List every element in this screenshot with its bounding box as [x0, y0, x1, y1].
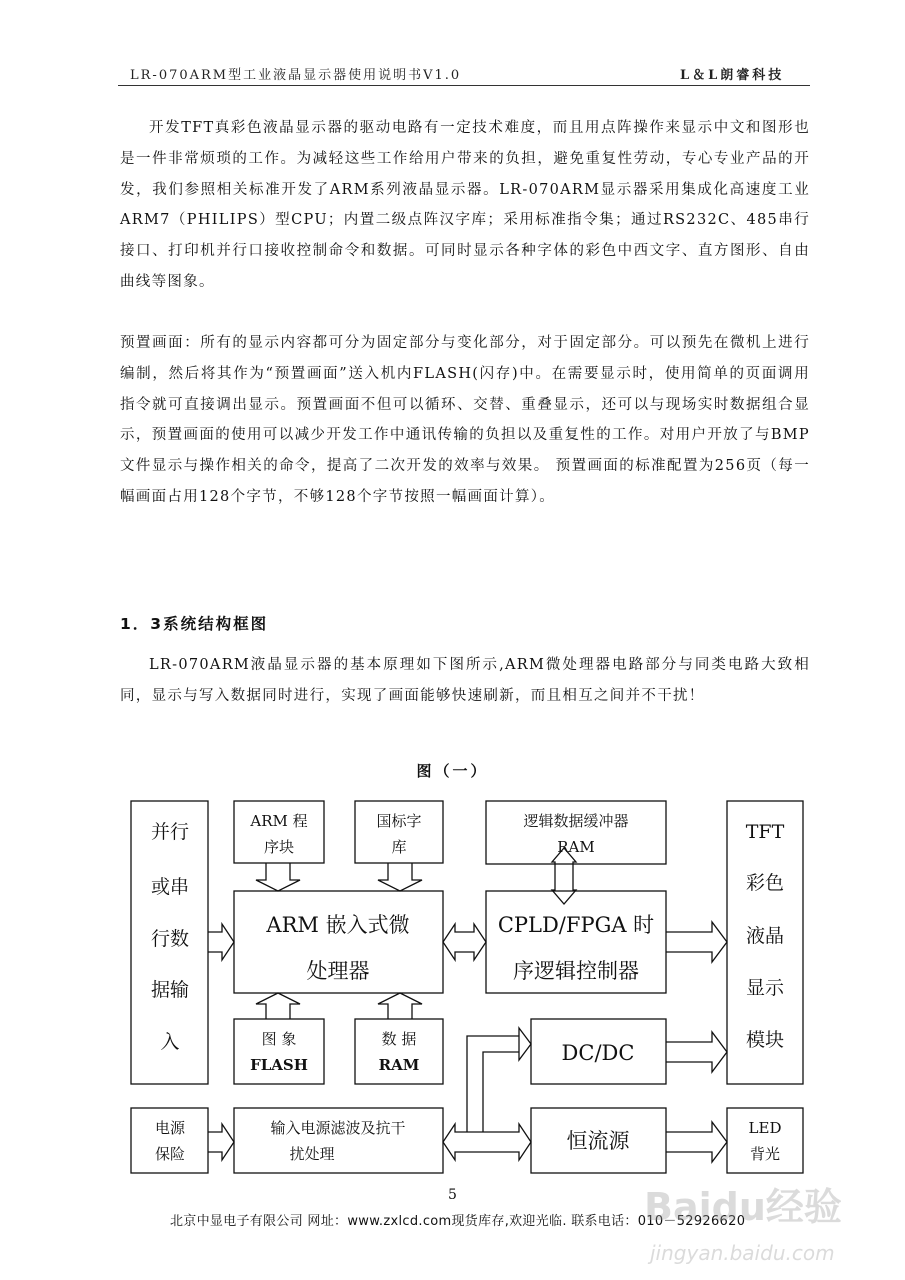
power-protect-line-2: 保险	[154, 1145, 186, 1163]
cpld-line-1: CPLD/FPGA 时	[497, 913, 655, 937]
arrow-cpu-cpld	[443, 924, 486, 960]
tft-line-5: 模块	[745, 1029, 785, 1051]
data-ram-line-2: RAM	[378, 1056, 420, 1074]
constant-current-label: 恒流源	[566, 1129, 630, 1153]
arrow-current-to-led	[666, 1122, 727, 1162]
input-line-5: 入	[160, 1031, 180, 1053]
power-filter-box	[234, 1108, 443, 1173]
section-paragraph: LR-070ARM液晶显示器的基本原理如下图所示,ARM微处理器电路部分与同类电路大致相同，显示与写入数据同时进行，实现了画面能够快速刷新，而且相互之间并不干扰！	[120, 657, 810, 704]
data-ram-line-1: 数 据	[381, 1030, 417, 1048]
arm-cpu-line-1: ARM 嵌入式微	[266, 913, 410, 937]
arrow-buffer-cpld	[552, 848, 576, 904]
header-company: L＆L朗睿科技	[680, 68, 785, 83]
font-lib-line-2: 库	[391, 838, 407, 856]
preset-screen-paragraph: 预置画面：所有的显示内容都可分为固定部分与变化部分，对于固定部分。可以预先在微机上进行编制，然后将其作为“预置画面”送入机内FLASH(闪存)中。在需要显示时，使用简单的页面调用指令就可直接调出显示。预置画面不但可以循环、交替、重叠显示，还可以与现场实时数据组合显示，预置画面的使用可以减少开发工作中通讯传输的负担以及重复性的工作。对用户开放了与BMP文件显示与操作相关的命令，提高了二次开发的效率与效果。 预置画面的标准配置为256页（每一幅画面占用128个字节，不够128个字节按照一幅画面计算）。	[120, 335, 810, 505]
arm-cpu-line-2: 处理器	[306, 959, 370, 983]
arrow-font-to-cpu	[378, 863, 422, 891]
arrow-ram-cpu	[378, 993, 422, 1019]
arrow-program-to-cpu	[256, 863, 300, 891]
arrow-flash-to-cpu	[256, 993, 300, 1019]
baidu-watermark	[640, 1160, 860, 1275]
arrow-cpld-to-tft	[666, 922, 727, 962]
data-ram-box	[355, 1019, 443, 1084]
power-protect-box	[131, 1108, 208, 1173]
font-lib-line-1: 国标字	[376, 812, 422, 830]
footer-contact: 北京中显电子有限公司 网址：www.zxlcd.com现货库存,欢迎光临. 联系电话：010－52926620	[170, 1214, 746, 1229]
section-title: 1．3系统结构框图	[120, 615, 269, 633]
tft-line-2: 彩色	[745, 872, 785, 894]
image-flash-line-1: 图 象	[261, 1030, 297, 1048]
line-feed-dcdc-2	[483, 1052, 519, 1132]
tft-line-3: 液晶	[745, 925, 785, 947]
tft-line-4: 显示	[745, 977, 785, 999]
cpld-line-2: 序逻辑控制器	[513, 959, 639, 983]
arrow-protect-to-filter	[208, 1124, 234, 1160]
input-line-2: 或串	[150, 876, 190, 898]
arm-program-line-2: 序块	[263, 838, 295, 856]
arrow-filter-bus	[443, 1124, 531, 1160]
led-line-1: LED	[748, 1119, 782, 1137]
led-line-2: 背光	[749, 1145, 781, 1163]
arrow-dcdc-to-tft	[666, 1032, 727, 1072]
dcdc-label: DC/DC	[561, 1041, 635, 1065]
arrow-input-to-cpu	[208, 924, 234, 960]
page-number: 5	[448, 1187, 457, 1203]
arm-program-line-1: ARM 程	[250, 812, 308, 830]
tft-line-1: TFT	[745, 821, 785, 843]
image-flash-box	[234, 1019, 324, 1084]
intro-paragraph: 开发TFT真彩色液晶显示器的驱动电路有一定技术难度，而且用点阵操作来显示中文和图形也是一件非常烦琐的工作。为减轻这些工作给用户带来的负担，避免重复性劳动，专心专业产品的开发，我们参照相关标准开发了ARM系列液晶显示器。LR-070ARM显示器采用集成化高速度工业ARM7（PHILIPS）型CPU；内置二级点阵汉字库；采用标准指令集；通过RS232C、485串行接口、打印机并行口接收控制命令和数据。可同时显示各种字体的彩色中西文字、直方图形、自由曲线等图象。	[120, 120, 810, 290]
power-filter-line-1: 输入电源滤波及抗干	[270, 1119, 406, 1137]
watermark-brand: Baidu经验	[644, 1185, 842, 1229]
logic-buffer-line-1: 逻辑数据缓冲器	[523, 812, 629, 830]
line-feed-dcdc-1	[467, 1036, 519, 1132]
input-line-1: 并行	[150, 821, 190, 843]
image-flash-line-2: FLASH	[250, 1056, 308, 1074]
power-filter-line-2: 扰处理	[289, 1145, 335, 1163]
input-line-3: 行数	[150, 928, 190, 950]
watermark-url: jingyan.baidu.com	[650, 1241, 835, 1265]
input-line-4: 据输	[150, 979, 190, 1001]
header-title: LR-070ARM型工业液晶显示器使用说明书V1.0	[130, 68, 462, 83]
figure-caption: 图（一）	[416, 762, 489, 780]
arrow-head-dcdc	[519, 1028, 531, 1060]
power-protect-line-1: 电源	[154, 1119, 186, 1137]
logic-buffer-line-2: RAM	[557, 838, 595, 856]
